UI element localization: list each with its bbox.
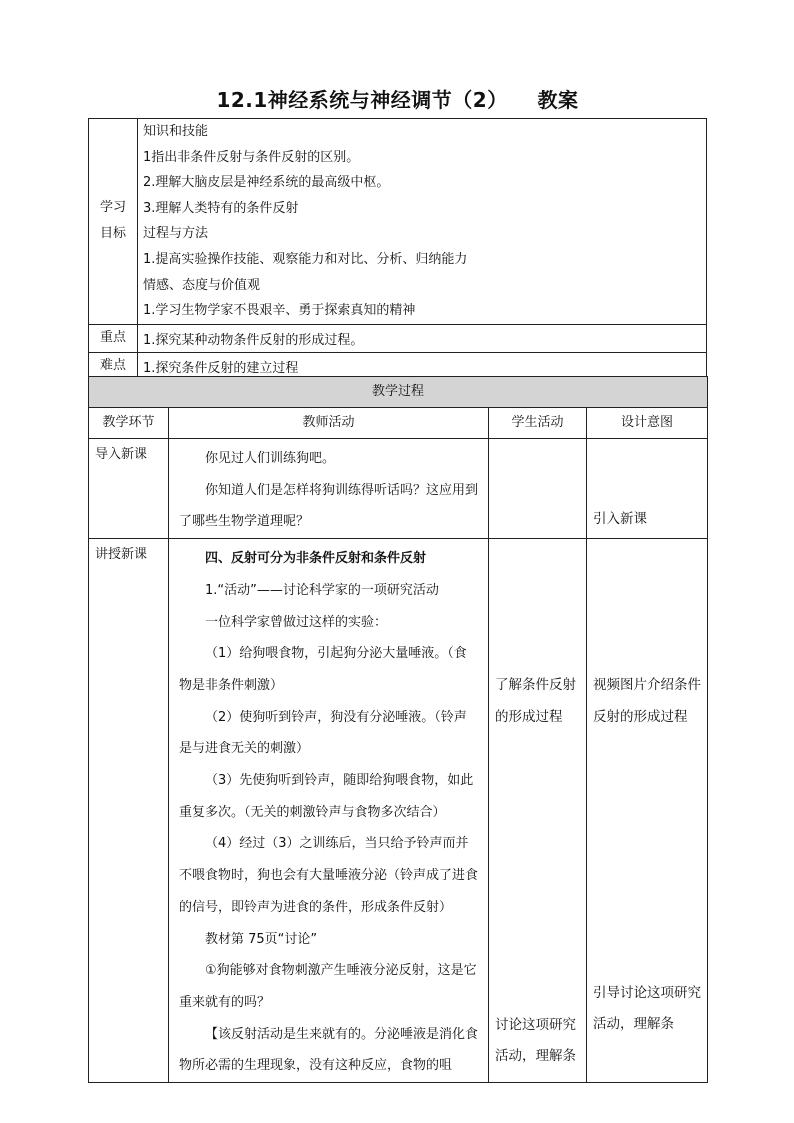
objective-line: 3.理解人类特有的条件反射 [143, 200, 299, 216]
objectives-table [88, 118, 707, 381]
teacher-paragraph: 【该反射活动是生来就有的。分泌唾液是消化食物所必需的生理现象，没有这种反应，食物的咀 [179, 1026, 479, 1074]
page-title: 12.1神经系统与神经调节（2） 教案 [216, 88, 579, 112]
design-intent-text: 视频图片介绍条件反射的形成过程 [593, 677, 701, 725]
key-point-label: 重点 [89, 324, 138, 352]
teacher-paragraph: 四、反射可分为非条件反射和条件反射 [205, 551, 427, 567]
student-activity [489, 539, 587, 1083]
objectives-label [89, 119, 138, 325]
difficulty-text: 1.探究条件反射的建立过程 [138, 352, 707, 380]
teacher-paragraph: 1.“活动”——讨论科学家的一项研究活动 [205, 582, 439, 598]
objective-line: 1.提高实验操作技能、观察能力和对比、分析、归纳能力 [143, 251, 468, 267]
objective-line: 2.理解大脑皮层是神经系统的最高级中枢。 [143, 175, 390, 191]
process-table [88, 376, 708, 1083]
objective-line: 1指出非条件反射与条件反射的区别。 [143, 149, 360, 165]
teacher-paragraph: （2）使狗听到铃声，狗没有分泌唾液。（铃声是与进食无关的刺激） [179, 709, 467, 757]
teacher-paragraph: 你知道人们是怎样将狗训练得听话吗？这应用到了哪些生物学道理呢？ [179, 482, 479, 530]
objectives-content [138, 119, 707, 325]
teacher-activity [169, 439, 489, 539]
teacher-paragraph: （4）经过（3）之训练后，当只给予铃声而并不喂食物时，狗也会有大量唾液分泌（铃声成了进食的信号，即铃声为进食的条件，形成条件反射） [179, 836, 479, 915]
student-activity-text: 了解条件反射的形成过程 [495, 677, 576, 725]
student-activity [489, 439, 587, 539]
table-row [89, 539, 708, 1083]
objective-line: 1.学习生物学家不畏艰辛、勇于探索真知的精神 [143, 303, 416, 319]
column-header: 教学环节 [89, 408, 169, 439]
objectives-label-text: 学习 目标 [99, 200, 126, 242]
table-row [89, 439, 708, 539]
key-point-text: 1.探究某种动物条件反射的形成过程。 [138, 324, 707, 352]
column-header: 学生活动 [489, 408, 587, 439]
section-label: 导入新课 [89, 439, 169, 539]
process-heading: 教学过程 [89, 377, 708, 408]
objective-line: 过程与方法 [143, 226, 209, 242]
column-header: 设计意图 [587, 408, 708, 439]
student-activity-text: 讨论这项研究活动，理解条 [495, 1016, 576, 1065]
teacher-paragraph: ①狗能够对食物刺激产生唾液分泌反射，这是它重来就有的吗？ [179, 963, 477, 1010]
teacher-paragraph: （3）先使狗听到铃声，随即给狗喂食物，如此重复多次。（无关的刺激铃声与食物多次结合） [179, 773, 474, 820]
teacher-activity [169, 539, 489, 1083]
column-header: 教师活动 [169, 408, 489, 439]
objective-line: 知识和技能 [143, 124, 209, 139]
design-intent: 引入新课 [587, 439, 708, 539]
teacher-paragraph: 教材第 75页“讨论” [205, 931, 318, 947]
design-intent [587, 539, 708, 1083]
teacher-paragraph: 你见过人们训练狗吧。 [205, 451, 336, 466]
objective-line: 情感、态度与价值观 [143, 277, 261, 293]
teacher-paragraph: （1）给狗喂食物，引起狗分泌大量唾液。（食物是非条件刺激） [179, 646, 467, 693]
teacher-paragraph: 一位科学家曾做过这样的实验： [205, 614, 388, 630]
section-label: 讲授新课 [89, 539, 169, 1083]
difficulty-label: 难点 [89, 352, 138, 380]
design-intent-text: 引导讨论这项研究活动，理解条 [593, 984, 701, 1033]
